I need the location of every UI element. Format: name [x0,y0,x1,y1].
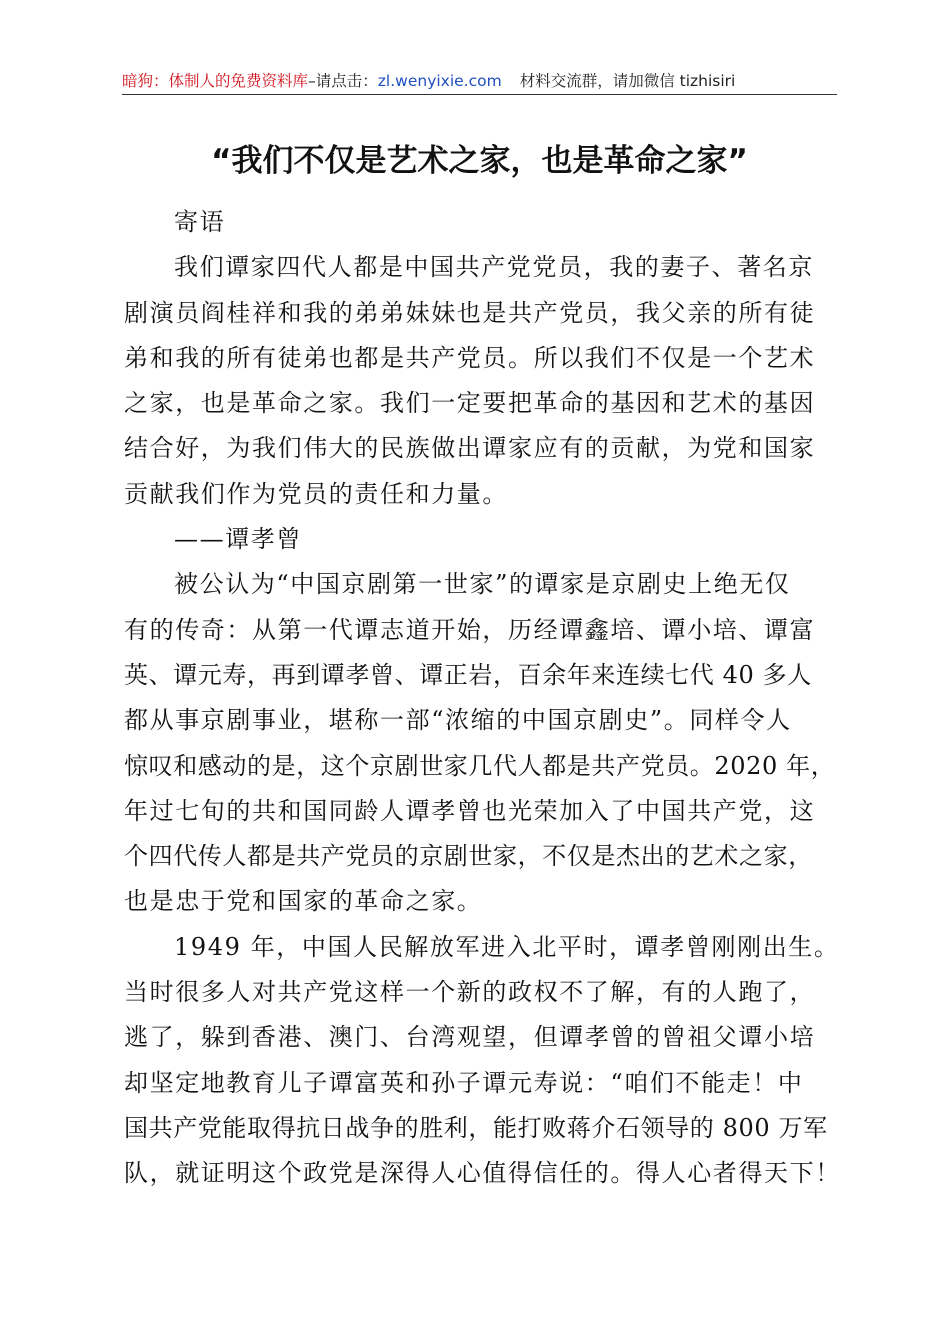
body-line: 剧演员阎桂祥和我的弟弟妹妹也是共产党员，我父亲的所有徒 [124,298,816,327]
header-prompt: –请点击： [308,72,378,90]
body-line: 队，就证明这个政党是深得人心值得信任的。得人心者得天下！ [124,1159,841,1188]
body-line: 却坚定地教育儿子谭富英和孙子谭元寿说：“咱们不能走！中 [124,1068,804,1097]
body-line: 惊叹和感动的是，这个京剧世家几代人都是共产党员。2020 年， [124,751,836,780]
body-line: 弟和我的所有徒弟也都是共产党员。所以我们不仅是一个艺术 [124,343,816,372]
body-line: 1949 年，中国人民解放军进入北平时，谭孝曾刚刚出生。 [174,932,840,961]
page-header [122,68,837,94]
body-line: 也是忠于党和国家的革命之家。 [124,887,483,916]
section-label: 寄语 [174,208,226,236]
body-line: 贡献我们作为党员的责任和力量。 [124,479,508,508]
header-brand: 暗狗：体制人的免费资料库 [122,72,309,90]
body-line: 都从事京剧事业，堪称一部“浓缩的中国京剧史”。同样令人 [124,706,792,735]
body-line: 被公认为“中国京剧第一世家”的谭家是京剧史上绝无仅 [174,570,791,599]
header-divider [122,94,837,95]
body-line: 我们谭家四代人都是中国共产党党员，我的妻子、著名京 [174,253,814,282]
article-body [124,200,841,1197]
body-line: 年过七旬的共和国同龄人谭孝曾也光荣加入了中国共产党，这 [124,796,816,825]
body-line: 当时很多人对共产党这样一个新的政权不了解，有的人跑了， [124,978,816,1007]
body-line: 结合好，为我们伟大的民族做出谭家应有的贡献，为党和国家 [124,434,816,463]
body-line: 之家，也是革命之家。我们一定要把革命的基因和艺术的基因 [124,389,816,418]
article-title: “我们不仅是艺术之家，也是革命之家” [211,143,748,179]
quote-attribution: ——谭孝曾 [174,525,302,554]
body-line: 英、谭元寿，再到谭孝曾、谭正岩，百余年来连续七代 40 多人 [124,660,812,689]
body-line: 国共产党能取得抗日战争的胜利，能打败蒋介石领导的 800 万军 [124,1113,828,1142]
body-line: 有的传奇：从第一代谭志道开始，历经谭鑫培、谭小培、谭富 [124,615,816,644]
header-contact: 材料交流群，请加微信 tizhisiri [519,72,736,90]
header-url-link[interactable]: zl.wenyixie.com [377,72,502,90]
body-line: 逃了，躲到香港、澳门、台湾观望，但谭孝曾的曾祖父谭小培 [124,1023,816,1052]
body-line: 个四代传人都是共产党员的京剧世家，不仅是杰出的艺术之家， [124,842,813,871]
